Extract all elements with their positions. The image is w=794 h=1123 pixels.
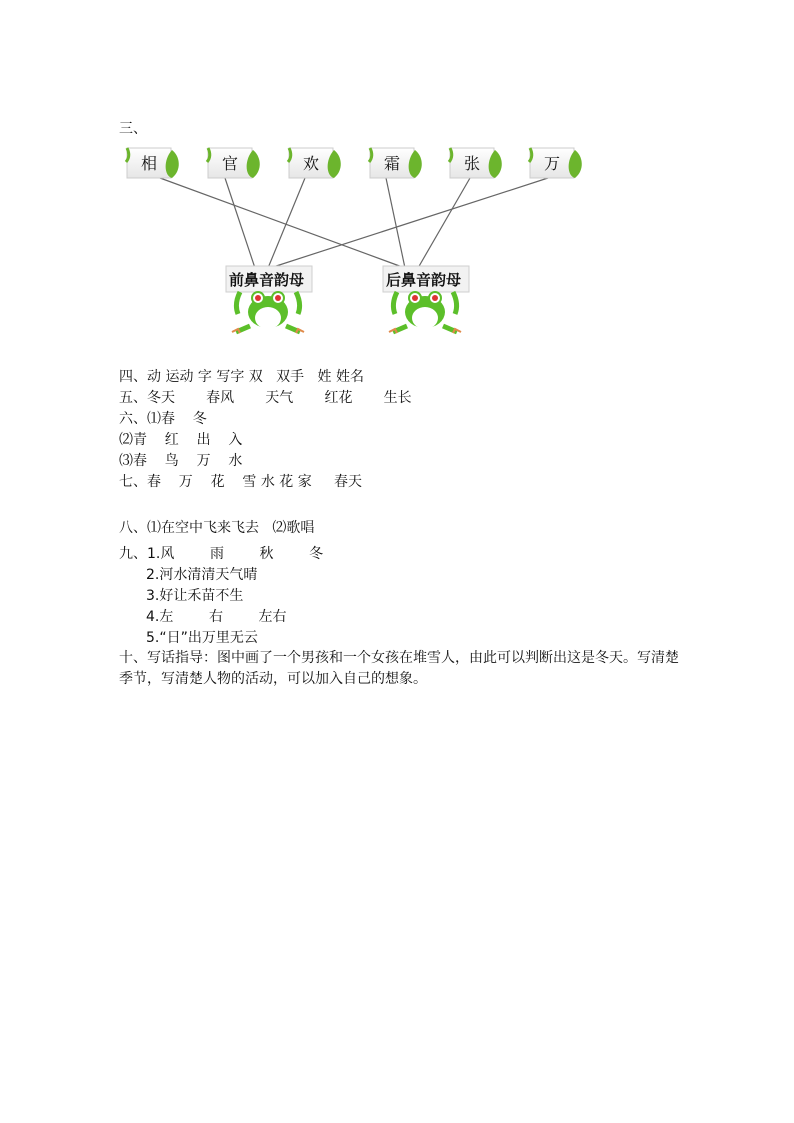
answer-section-6-3: ⑶春 鸟 万 水 bbox=[119, 453, 243, 469]
card-char: 欢 bbox=[303, 154, 320, 173]
leaf-stroke-icon bbox=[449, 148, 452, 162]
connection-line bbox=[386, 178, 405, 268]
answer-section-6-2: ⑵青 红 出 入 bbox=[119, 432, 243, 448]
answer-section-9-3: 3.好让禾苗不生 bbox=[146, 588, 244, 604]
frog-sign-back-nasal bbox=[383, 266, 469, 333]
connection-line bbox=[225, 178, 255, 268]
answer-section-5: 五、冬天 春风 天气 红花 生长 bbox=[119, 390, 412, 406]
answer-section-9-4: 4.左 右 左右 bbox=[146, 609, 287, 625]
card-5 bbox=[449, 148, 502, 178]
answer-section-9-1: 九、1.风 雨 秋 冬 bbox=[119, 546, 324, 562]
answer-section-6-1: 六、⑴春 冬 bbox=[119, 411, 207, 427]
answer-section-8: 八、⑴在空中飞来飞去 ⑵歌唱 bbox=[119, 520, 315, 536]
sign-label: 后鼻音韵母 bbox=[386, 271, 462, 289]
connection-line bbox=[160, 178, 405, 268]
sign-label: 前鼻音韵母 bbox=[229, 271, 305, 289]
card-char: 万 bbox=[544, 154, 561, 173]
card-6 bbox=[529, 148, 582, 178]
card-4 bbox=[369, 148, 422, 178]
leaf-stroke-icon bbox=[288, 148, 291, 162]
card-char: 霜 bbox=[384, 154, 401, 173]
answer-section-7: 七、春 万 花 雪 水 花 家 春天 bbox=[119, 474, 363, 490]
answer-section-9-2: 2.河水清清天气晴 bbox=[146, 567, 258, 583]
frog-sign-front-nasal bbox=[226, 266, 312, 333]
card-char: 相 bbox=[141, 154, 158, 173]
card-3 bbox=[288, 148, 341, 178]
section-3-label: 三、 bbox=[119, 121, 147, 137]
answer-section-4: 四、动 运动 字 写字 双 双手 姓 姓名 bbox=[119, 369, 364, 385]
matching-diagram bbox=[0, 0, 794, 360]
answer-section-9-5: 5.“日”出万里无云 bbox=[146, 630, 258, 646]
card-char: 张 bbox=[464, 154, 481, 173]
frog-icon bbox=[232, 292, 304, 333]
card-char: 官 bbox=[222, 154, 239, 173]
connection-line bbox=[418, 178, 470, 268]
connection-line bbox=[270, 178, 548, 268]
card-2 bbox=[207, 148, 260, 178]
answer-section-10: 十、写话指导：图中画了一个男孩和一个女孩在堆雪人，由此可以判断出这是冬天。写清楚季节，写清楚人物的活动，可以加入自己的想象。 bbox=[119, 650, 679, 687]
card-1 bbox=[126, 148, 179, 178]
leaf-stroke-icon bbox=[369, 148, 372, 162]
connection-line bbox=[268, 178, 305, 268]
leaf-stroke-icon bbox=[126, 148, 129, 162]
frog-icon bbox=[389, 292, 461, 333]
leaf-stroke-icon bbox=[529, 148, 532, 162]
leaf-stroke-icon bbox=[207, 148, 210, 162]
connection-lines bbox=[160, 178, 548, 268]
